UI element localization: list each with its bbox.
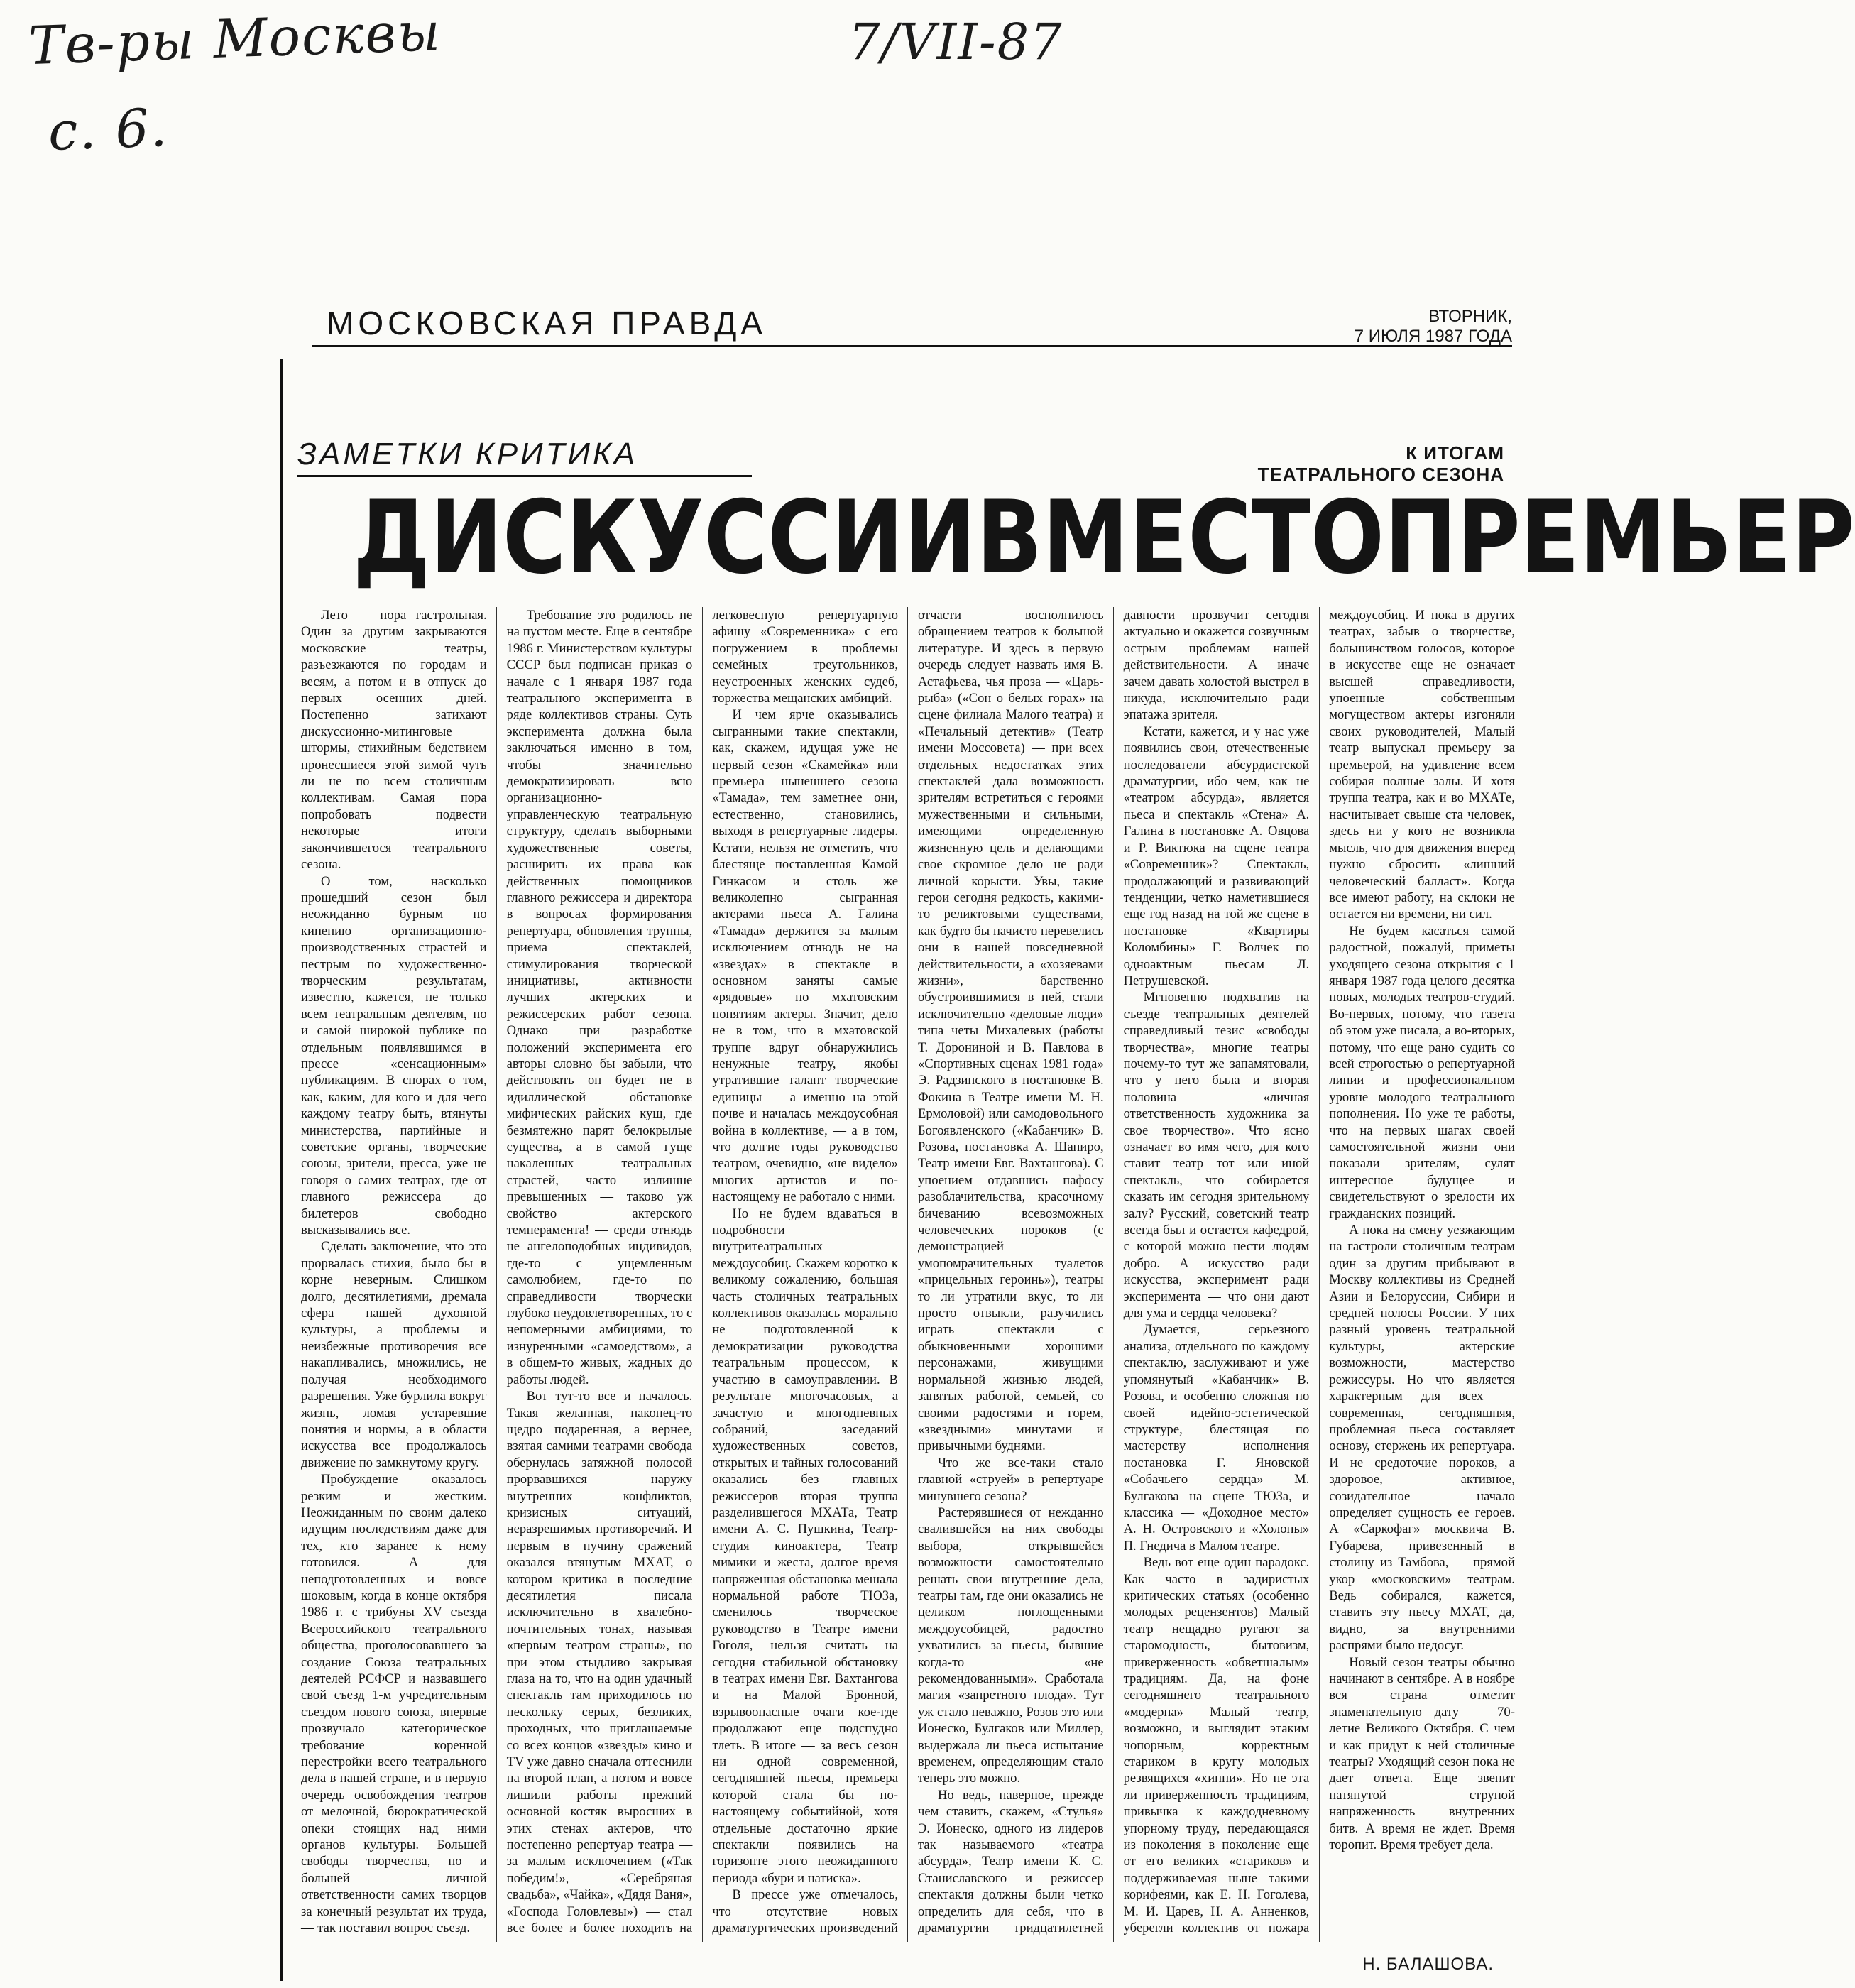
paragraph: Ведь вот еще один парадокс. Как часто в задиристых критических статьях (особенно молодых рецензентов) Малый театр нещадно ругают за старомодность, бытовизм, приверженность «обветшалым» традициям. Да, на фоне сегодняшнего театрального «модерна» Малый театр, возможно, и выглядит этаким чопорным, корректным стариком в кругу молодых резвящихся «хиппи». Но не эта ли приверженность традициям, привычка к каждодневному упорному труду, передающаяся из поколения в поколение еще от его великих «стариков» и поддерживаемая ныне такими корифеями, как Е. Н. Гоголева, М. И. Царев, Н. А. Анненков, уберегли коллектив от пожара междоусобиц. И пока в других театрах, забыв о творчестве, большинством голосов, которое в искусстве еще не означает высшей справедливости, упоенные собственным могуществом актеры изгоняли своих руководителей, Малый театр выпускал премьеру за премьерой, на удивление всем собирая полные залы. И хотя труппа театра, как и во МХАТе, насчитывает свыше ста человек, здесь ни у кого не возникла мысль, что для движения вперед нужно сбросить «лишний человеческий балласт». Когда все имеют работу, на склоки не остается ни времени, ни сил. [1123,608,1515,1936]
article-body [301,607,1515,1942]
handwritten-note-page: с. 6. [47,97,170,163]
paragraph: Растерявшиеся от нежданно свалившейся на них свободы выбора, открывшейся возможности самостоятельно решать свои внутренние дела, театры там, где они оказались не целиком поглощенными междоусобицей, радостно ухватились за пьесы, бывшие когда-то «не рекомендованными». Сработала магия «запретного плода». Тут уж стало неважно, Розов это или Ионеско, Булгаков или Миллер, выдержала ли пьеса испытание временем, определяющим стало теперь это можно. [917,1504,1104,1786]
paragraph: Не будем касаться самой радостной, пожалуй, приметы уходящего сезона открытия с 1 января 1987 года целого десятка новых, молодых театров-студий. Во-первых, потому, что газета об этом уже писала, а во-вторых, потому, что еще рано судить со всей строгостью о репертуарной линии и профессиональном уровне молодого театрального пополнения. Но уже те работы, что на первых шагах своей самостоятельной жизни они показали зрителям, сулят интересное будущее и свидетельствуют о зрелости их гражданских позиций. [1329,923,1515,1221]
rubric: ЗАМЕТКИ КРИТИКА [297,437,638,471]
handwritten-date: 7/VII-87 [848,13,1063,71]
paragraph: Вот тут-то все и началось. Такая желанная, наконец-то щедро подаренная, а вернее, взятая самими театрами свобода обернулась затяжной полосой прорвавшихся наружу внутренних конфликтов, кризисных ситуаций, неразрешимых противоречий. И первым в пучину сражений оказался втянутым МХАТ, о котором критика в последние десятилетия писала исключительно в хвалебно-почтительных тонах, называя «первым театром страны», но при этом стыдливо закрывая глаза на то, что на один удачный спектакль там приходилось по нескольку серых, безликих, проходных, что приглашаемые со всех концов «звезды» кино и TV уже давно сначала оттеснили на второй план, а потом и вовсе лишили работы прежний основной костяк выросших в этих стенах актеров, что постепенно репертуар театра — за малым исключением («Так победим!», «Серебряная свадьба», «Чайка», «Дядя Ваня», «Господа Головлевы») — стал все более и более походить на легковесную репертуарную афишу «Современника» с его погружением в проблемы семейных треугольников, неустроенных женских судеб, торжества мещанских амбиций. [506,608,898,1936]
paragraph: Сделать заключение, что это прорвалась стихия, было бы в корне неверным. Слишком долго, десятилетиями, дремала сфера нашей духовной культуры, а проблемы и неизбежные противоречия все накапливались, множились, не получая необходимого разрешения. Уже бурлила вокруг жизнь, ломая устаревшие понятия и нормы, а в области искусства все продолжалось движение по замкнутому кругу. [301,1239,487,1470]
newspaper-name: МОСКОВСКАЯ ПРАВДА [327,305,767,342]
paragraph: А пока на смену уезжающим на гастроли столичным театрам один за другим прибывают в Москву коллективы из Средней Азии и Белоруссии, Сибири и средней полосы России. У них разный уровень театральной культуры, актерские возможности, мастерство режиссуры. Но что является характерным для всех — современная, сегодняшняя, проблемная пьеса составляет основу, стержень их репертуара. И не средоточие пороков, а здоровое, активное, созидательное начало определяет сущность ее героев. А «Саркофаг» москвича В. Губарева, привезенный в столицу из Тамбова, — прямой укор «московским» театрам. Ведь собирался, кажется, ставить эту пьесу МХАТ, да, видно, за внутренними распрями было недосуг. [1329,1223,1515,1654]
headline-word: ВМЕСТО [976,479,1384,596]
headline [353,479,1855,596]
newspaper-masthead [312,297,1512,347]
issue-day: ВТОРНИК, [1428,307,1512,326]
headline-word: ПРЕМЬЕР [1384,479,1855,596]
paragraph: И чем ярче оказывались сыгранными такие спектакли, как, скажем, идущая уже не первый сезон «Скамейка» или премьера нынешнего сезона «Тамада», тем заметнее они, естественно, становились, выходя в репертуарные лидеры. Кстати, нельзя не отметить, что блестяще поставленная Камой Гинкасом и столь же великолепно сыгранная актерами пьеса А. Галина «Тамада» держится за малым исключением отнюдь не на «звездах» в спектакле в основном заняты самые «рядовые» по мхатовским понятиям актеры. Значит, дело не в том, что в мхатовской труппе вдруг обнаружились ненужные театру, якобы утратившие талант творческие единицы — а именно на этой почве и началась междоусобная война в коллективе, — а в том, что долгие годы руководство театром, очевидно, «не видело» многих артистов и по-настоящему не работало с ними. [712,707,898,1205]
issue-date: 7 ИЮЛЯ 1987 ГОДА [1354,327,1512,346]
paragraph: Требование это родилось не на пустом месте. Еще в сентябре 1986 г. Министерством культуры СССР был подписан приказ о начале с 1 января 1987 года театрального эксперимента в ряде коллективов страны. Суть эксперимента должна была заключаться именно в том, чтобы значительно демократизировать всю организационно-управленческую театральную структуру, сделать выборными художественные советы, расширить их права как действенных помощников главного режиссера и директора в вопросах формирования репертуара, обновления труппы, приема спектаклей, стимулирования творческой инициативы, активности лучших актерских и режиссерских работ сезона. Однако при разработке положений эксперимента его авторы словно бы забыли, что действовать он будет не в идиллической обстановке мифических райских кущ, где безмятежно парят белокрылые существа, а в самой гуще накаленных театральных страстей, часто излишне превышенных — таково уж свойство актерского темперамента! — среди отнюдь не ангелоподобных индивидов, где-то с ущемленным самолюбием, где-то по справедливости творчески глубоко неудовлетворенных, то с непомерными амбициями, то изнуренными «самоедством», а в общем-то живых, жадных до работы людей. [506,608,693,1387]
paragraph: Лето — пора гастрольная. Один за другим закрываются московские театры, разъезжаются по городам и весям, а потом и в отпуск до первых осенних дней. Постепенно затихают дискуссионно-митинговые штормы, стихийным бедствием пронесшиеся этой зимой чуть ли не по всем столичным коллективам. Самая пора попробовать подвести некоторые итоги закончившегося театрального сезона. [301,608,487,873]
paragraph: О том, насколько прошедший сезон был неожиданно бурным по кипению организационно-производственных страстей и пестрым по художественно-творческим результатам, известно, кажется, не только всем театральным деятелям, но и самой широкой публике по отдельным появлявшимся в прессе «сенсационным» публикациям. В спорах о том, как, каким, для кого и для чего каждому театру быть, втянуты министерства, партийные и советские органы, творческие союзы, зрители, пресса, уже не говоря о самих театрах, где от главного режиссера до билетеров свободно высказывались все. [301,873,487,1238]
handwritten-note-top-left: Тв-ры Москвы [27,1,443,77]
paragraph: Новый сезон театры обычно начинают в сентябре. А в ноябре вся страна отметит знаменательную дату — 70-летие Великого Октября. С чем и как придут к ней столичные театры? Уходящий сезон пока не дает ответа. Еще звенит натянутой струной напряженность внутренних битв. А время не ждет. Время торопит. Время требует дела. [1329,1654,1515,1853]
paragraph: Что же все-таки стало главной «струей» в репертуаре минувшего сезона? [917,1455,1104,1504]
paragraph: Мгновенно подхватив на съезде театральных деятелей справедливый тезис «свободы творчества», многие театры почему-то тут же запамятовали, что у него была и вторая половина — «личная ответственность художника за свое творчество». Что ясно означает во имя чего, для кого ставит театр тот или иной спектакль, что собирается сказать им сегодня зрительному залу? Русский, советский театр всегда был и остается кафедрой, с которой можно нести людям добро. А искусство ради искусства, эксперимент ради эксперимента — что они дают для ума и сердца человека? [1123,990,1310,1321]
paragraph: Кстати, кажется, и у нас уже появились свои, отечественные последователи абсурдистской драматургии, ибо чем, как не «театром абсурда», является пьеса и спектакль «Стена» А. Галина в постановке А. Овцова и Р. Виктюка на сцене театра «Современник»? Спектакль, продолжающий и развивающий тенденции, четко наметившиеся еще год назад на той же сцене в постановке «Квартиры Коломбины» Г. Волчек по одноактным пьесам Л. Петрушевской. [1123,723,1310,988]
rubric-underline [297,475,752,477]
headline-word: ДИСКУССИИ [353,479,977,596]
paragraph: Но не будем вдаваться в подробности внутритеатральных междоусобиц. Скажем коротко к великому сожалению, большая часть столичных театральных коллективов оказалась морально не подготовленной к демократизации руководства театральным процессом, к участию в самоуправлении. В результате многочасовых, а зачастую и многодневных собраний, заседаний художественных советов, открытых и тайных голосований оказались без главных режиссеров вторая труппа разделившегося МХАТа, Театр имени А. С. Пушкина, Театр-студия киноактера, Театр мимики и жеста, долгое время напряженная обстановка мешала нормальной работе ТЮЗа, сменилось творческое руководство в Театре имени Гоголя, нельзя считать на сегодня стабильной обстановку в театрах имени Евг. Вахтангова и на Малой Бронной, взрывоопасные очаги кое-где продолжают еще подспудно тлеть. В итоге — за весь сезон ни одной современной, сегодняшней пьесы, премьера которой стала бы по-настоящему событийной, хотя отдельные достаточно яркие спектакли появились на горизонте этого неожиданного периода «бури и натиска». [712,1206,898,1886]
section-label-line1: К ИТОГАМ [1406,442,1504,464]
section-label-line2: ТЕАТРАЛЬНОГО СЕЗОНА [1257,464,1504,485]
article [280,359,1855,1981]
paragraph: В прессе уже отмечалось, что отсутствие новых драматургических произведений отчасти восполнилось обращением театров к большой литературе. И здесь в первую очередь следует назвать имя В. Астафьева, чья проза — «Царь-рыба» («Сон о белых горах» на сцене филиала Малого театра) и «Печальный детектив» (Театр имени Моссовета) — при всех отдельных недостатках этих спектаклей дала возможность зрителям встретиться с героями мужественными и сильными, имеющими определенную жизненную цель и делающими свое скромное дело не ради личной корысти. Увы, такие герои сегодня редкость, какими-то реликтовыми существами, как будто бы начисто перевелись они в нашей повседневной действительности, а «хозяевами жизни», барственно обустроившимися в ней, стали исключительно «деловые люди» типа четы Михалевых (работы Т. Дорониной и В. Павлова в «Спортивных сценах 1981 года» Э. Радзинского в постановке В. Фокина в Театре имени М. Н. Ермоловой) или самодовольного Богоявленского («Кабанчик» В. Розова, постановка А. Шапиро, Театр имени Евг. Вахтангова). С упоением отдавшись пафосу разоблачительства, красочному бичеванию всевозможных человеческих пороков (с демонстрацией умопомрачительных туалетов «прицельных героинь»), театры то ли утратили вкус, то ли просто отвыкли, разучились играть спектакли с обыкновенными хорошими персонажами, живущими нормальной жизнью людей, занятых работой, семьей, со своими радостями и горем, «звездными» минутами и привычными буднями. [712,608,1104,1936]
byline: Н. БАЛАШОВА. [1362,1955,1494,1974]
paragraph: Но ведь, наверное, прежде чем ставить, скажем, «Стулья» Э. Ионеско, одного из лидеров так называемого «театра абсурда», Театр имени К. С. Станиславского и режиссер спектакля должны были четко определить для себя, что в драматургии тридцатилетней давности прозвучит сегодня актуально и окажется созвучным острым проблемам нашей действительности. А иначе зачем давать холостой выстрел в никуда, исключительно ради эпатажа зрителя. [917,608,1310,1936]
paragraph: Пробуждение оказалось резким и жестким. Неожиданным по своим далеко идущим последствиям даже для тех, кто заранее к нему готовился. А для неподготовленных и вовсе шоковым, когда в конце октября 1986 г. с трибуны XV съезда Всероссийского театрального общества, проголосовавшего за создание Союза театральных деятелей РСФСР и назвавшего свой съезд 1-м учредительным съездом нового союза, впервые прозвучало категорическое требование коренной перестройки всего театрального дела в нашей стране, и в первую очередь освобождения театров от мелочной, бюрократической опеки стоящих над ними органов культуры. Большей свободы творчества, но и большей личной ответственности самих творцов за конечный результат их труда, — так поставил вопрос съезд. [301,1472,487,1936]
paragraph: Думается, серьезного анализа, отдельного по каждому спектаклю, заслуживают и уже упомянутый «Кабанчик» В. Розова, и особенно сложная по своей идейно-эстетической структуре, блестящая по мастерству исполнения постановка Г. Яновской «Собачьего сердца» М. Булгакова на сцене ТЮЗа, и классика — «Доходное место» А. Н. Островского и «Холопы» П. Гнедича в Малом театре. [1123,1322,1310,1553]
